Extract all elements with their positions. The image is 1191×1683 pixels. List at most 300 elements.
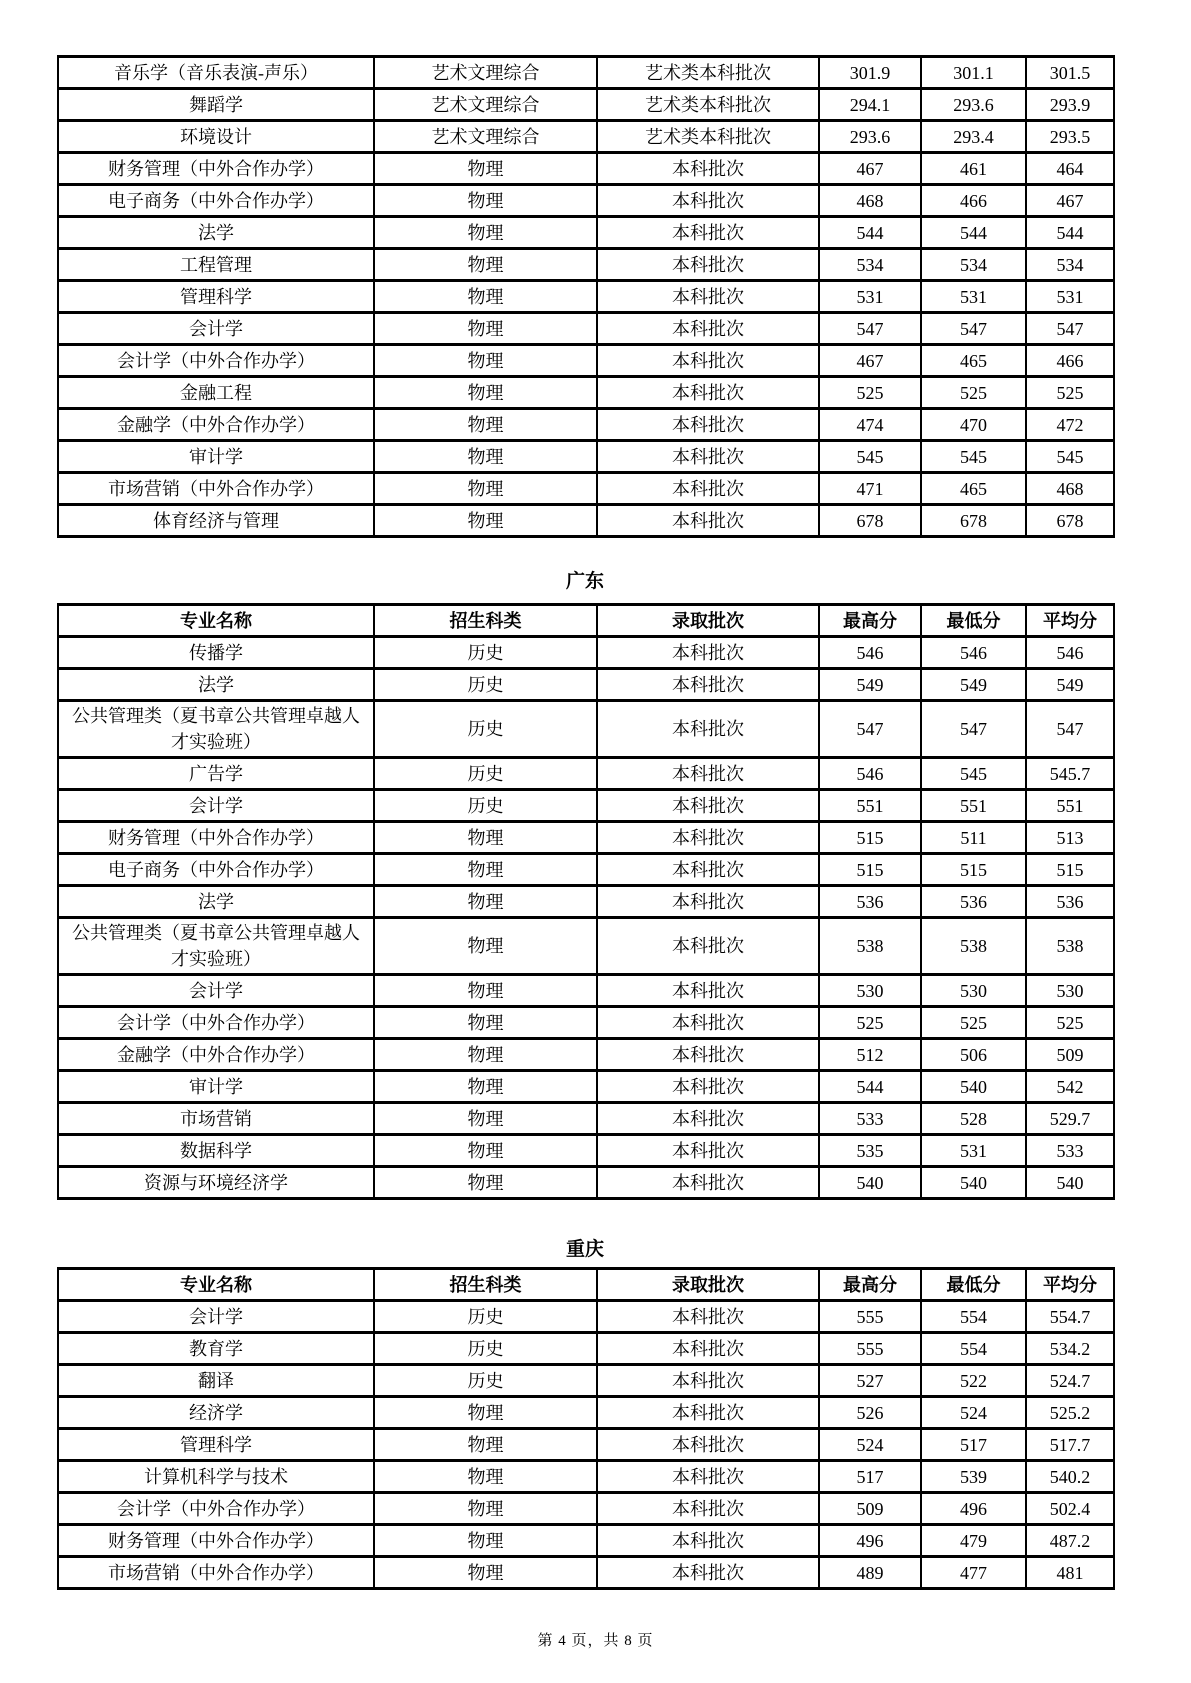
table-row	[58, 1301, 1114, 1333]
major-name: 经济学	[58, 1397, 374, 1429]
max-score: 535	[819, 1135, 921, 1167]
column-header-min-score: 最低分	[921, 1269, 1026, 1301]
admission-batch: 本科批次	[597, 918, 819, 975]
max-score: 524	[819, 1429, 921, 1461]
max-score: 489	[819, 1557, 921, 1589]
header-row	[58, 605, 1114, 637]
major-name: 金融学（中外合作办学）	[58, 1039, 374, 1071]
max-score: 546	[819, 758, 921, 790]
admission-batch: 本科批次	[597, 505, 819, 537]
major-name: 金融学（中外合作办学）	[58, 409, 374, 441]
avg-score: 293.5	[1026, 121, 1114, 153]
column-header-admission-batch: 录取批次	[597, 605, 819, 637]
page-content	[57, 55, 1113, 1590]
admission-batch: 本科批次	[597, 886, 819, 918]
table-row	[58, 790, 1114, 822]
admission-batch: 艺术类本科批次	[597, 89, 819, 121]
major-name: 会计学（中外合作办学）	[58, 1493, 374, 1525]
table-row	[58, 822, 1114, 854]
avg-score: 538	[1026, 918, 1114, 975]
major-name: 公共管理类（夏书章公共管理卓越人才实验班）	[58, 701, 374, 758]
major-name: 工程管理	[58, 249, 374, 281]
max-score: 467	[819, 345, 921, 377]
min-score: 511	[921, 822, 1026, 854]
column-header-max-score: 最高分	[819, 1269, 921, 1301]
avg-score: 531	[1026, 281, 1114, 313]
admission-batch: 艺术类本科批次	[597, 121, 819, 153]
avg-score: 542	[1026, 1071, 1114, 1103]
major-name: 公共管理类（夏书章公共管理卓越人才实验班）	[58, 918, 374, 975]
header-row	[58, 1269, 1114, 1301]
subject-category: 物理	[374, 1039, 597, 1071]
table-row	[58, 1103, 1114, 1135]
admission-batch: 本科批次	[597, 1557, 819, 1589]
table-body	[58, 605, 1114, 1199]
avg-score: 529.7	[1026, 1103, 1114, 1135]
table-row	[58, 669, 1114, 701]
avg-score: 546	[1026, 637, 1114, 669]
avg-score: 678	[1026, 505, 1114, 537]
max-score: 468	[819, 185, 921, 217]
major-name: 广告学	[58, 758, 374, 790]
major-name: 管理科学	[58, 281, 374, 313]
max-score: 509	[819, 1493, 921, 1525]
max-score: 515	[819, 854, 921, 886]
max-score: 549	[819, 669, 921, 701]
admission-batch: 本科批次	[597, 1461, 819, 1493]
major-name: 财务管理（中外合作办学）	[58, 153, 374, 185]
column-header-major-name: 专业名称	[58, 1269, 374, 1301]
major-name: 会计学（中外合作办学）	[58, 1007, 374, 1039]
table-row	[58, 1007, 1114, 1039]
avg-score: 502.4	[1026, 1493, 1114, 1525]
avg-score: 467	[1026, 185, 1114, 217]
table-row	[58, 637, 1114, 669]
subject-category: 物理	[374, 409, 597, 441]
avg-score: 534.2	[1026, 1333, 1114, 1365]
scores-table-chongqing	[57, 1267, 1115, 1590]
min-score: 549	[921, 669, 1026, 701]
avg-score: 547	[1026, 701, 1114, 758]
table-row	[58, 217, 1114, 249]
min-score: 554	[921, 1301, 1026, 1333]
table-row	[58, 313, 1114, 345]
table-body	[58, 1269, 1114, 1589]
avg-score: 545	[1026, 441, 1114, 473]
min-score: 525	[921, 377, 1026, 409]
table-row	[58, 701, 1114, 758]
min-score: 479	[921, 1525, 1026, 1557]
admission-batch: 本科批次	[597, 1493, 819, 1525]
min-score: 465	[921, 345, 1026, 377]
subject-category: 物理	[374, 313, 597, 345]
table-row	[58, 185, 1114, 217]
scores-table-continued	[57, 55, 1115, 538]
admission-batch: 艺术类本科批次	[597, 57, 819, 89]
max-score: 546	[819, 637, 921, 669]
min-score: 534	[921, 249, 1026, 281]
subject-category: 物理	[374, 217, 597, 249]
min-score: 528	[921, 1103, 1026, 1135]
subject-category: 物理	[374, 441, 597, 473]
admission-batch: 本科批次	[597, 975, 819, 1007]
admission-batch: 本科批次	[597, 822, 819, 854]
subject-category: 物理	[374, 1397, 597, 1429]
subject-category: 历史	[374, 1301, 597, 1333]
max-score: 547	[819, 701, 921, 758]
subject-category: 艺术文理综合	[374, 57, 597, 89]
min-score: 293.4	[921, 121, 1026, 153]
table-row	[58, 1461, 1114, 1493]
min-score: 301.1	[921, 57, 1026, 89]
subject-category: 历史	[374, 758, 597, 790]
major-name: 会计学	[58, 790, 374, 822]
subject-category: 艺术文理综合	[374, 89, 597, 121]
min-score: 539	[921, 1461, 1026, 1493]
major-name: 审计学	[58, 1071, 374, 1103]
major-name: 会计学（中外合作办学）	[58, 345, 374, 377]
avg-score: 487.2	[1026, 1525, 1114, 1557]
avg-score: 540	[1026, 1167, 1114, 1199]
table-row	[58, 505, 1114, 537]
max-score: 526	[819, 1397, 921, 1429]
subject-category: 物理	[374, 505, 597, 537]
major-name: 审计学	[58, 441, 374, 473]
avg-score: 544	[1026, 217, 1114, 249]
avg-score: 554.7	[1026, 1301, 1114, 1333]
major-name: 管理科学	[58, 1429, 374, 1461]
subject-category: 物理	[374, 1525, 597, 1557]
admission-batch: 本科批次	[597, 377, 819, 409]
subject-category: 物理	[374, 1429, 597, 1461]
min-score: 538	[921, 918, 1026, 975]
avg-score: 468	[1026, 473, 1114, 505]
admission-batch: 本科批次	[597, 701, 819, 758]
max-score: 293.6	[819, 121, 921, 153]
table-row	[58, 1365, 1114, 1397]
avg-score: 545.7	[1026, 758, 1114, 790]
admission-batch: 本科批次	[597, 758, 819, 790]
table-row	[58, 1557, 1114, 1589]
subject-category: 物理	[374, 1493, 597, 1525]
table-row	[58, 121, 1114, 153]
avg-score: 551	[1026, 790, 1114, 822]
table-row	[58, 409, 1114, 441]
table-row	[58, 1493, 1114, 1525]
major-name: 金融工程	[58, 377, 374, 409]
max-score: 294.1	[819, 89, 921, 121]
avg-score: 524.7	[1026, 1365, 1114, 1397]
min-score: 515	[921, 854, 1026, 886]
subject-category: 物理	[374, 281, 597, 313]
table-row	[58, 1333, 1114, 1365]
major-name: 体育经济与管理	[58, 505, 374, 537]
admission-batch: 本科批次	[597, 313, 819, 345]
table-row	[58, 854, 1114, 886]
table-row	[58, 441, 1114, 473]
admission-batch: 本科批次	[597, 153, 819, 185]
table-row	[58, 473, 1114, 505]
subject-category: 物理	[374, 1167, 597, 1199]
major-name: 法学	[58, 886, 374, 918]
admission-batch: 本科批次	[597, 1525, 819, 1557]
major-name: 会计学	[58, 975, 374, 1007]
avg-score: 509	[1026, 1039, 1114, 1071]
table-row	[58, 57, 1114, 89]
major-name: 传播学	[58, 637, 374, 669]
subject-category: 物理	[374, 1071, 597, 1103]
major-name: 音乐学（音乐表演-声乐）	[58, 57, 374, 89]
max-score: 555	[819, 1333, 921, 1365]
min-score: 551	[921, 790, 1026, 822]
table-row	[58, 377, 1114, 409]
major-name: 法学	[58, 669, 374, 701]
admission-batch: 本科批次	[597, 1167, 819, 1199]
admission-batch: 本科批次	[597, 409, 819, 441]
admission-batch: 本科批次	[597, 1397, 819, 1429]
table-row	[58, 758, 1114, 790]
avg-score: 525.2	[1026, 1397, 1114, 1429]
major-name: 数据科学	[58, 1135, 374, 1167]
major-name: 环境设计	[58, 121, 374, 153]
subject-category: 物理	[374, 886, 597, 918]
avg-score: 549	[1026, 669, 1114, 701]
max-score: 471	[819, 473, 921, 505]
avg-score: 533	[1026, 1135, 1114, 1167]
subject-category: 物理	[374, 822, 597, 854]
min-score: 522	[921, 1365, 1026, 1397]
max-score: 531	[819, 281, 921, 313]
min-score: 544	[921, 217, 1026, 249]
min-score: 531	[921, 281, 1026, 313]
subject-category: 物理	[374, 854, 597, 886]
max-score: 538	[819, 918, 921, 975]
avg-score: 481	[1026, 1557, 1114, 1589]
admission-batch: 本科批次	[597, 249, 819, 281]
avg-score: 547	[1026, 313, 1114, 345]
subject-category: 物理	[374, 975, 597, 1007]
column-header-max-score: 最高分	[819, 605, 921, 637]
major-name: 资源与环境经济学	[58, 1167, 374, 1199]
subject-category: 历史	[374, 701, 597, 758]
major-name: 计算机科学与技术	[58, 1461, 374, 1493]
max-score: 544	[819, 1071, 921, 1103]
scores-table-guangdong	[57, 603, 1115, 1200]
min-score: 540	[921, 1167, 1026, 1199]
max-score: 515	[819, 822, 921, 854]
major-name: 法学	[58, 217, 374, 249]
subject-category: 历史	[374, 637, 597, 669]
subject-category: 物理	[374, 345, 597, 377]
avg-score: 466	[1026, 345, 1114, 377]
max-score: 301.9	[819, 57, 921, 89]
avg-score: 293.9	[1026, 89, 1114, 121]
subject-category: 物理	[374, 1135, 597, 1167]
table-row	[58, 1039, 1114, 1071]
max-score: 551	[819, 790, 921, 822]
avg-score: 515	[1026, 854, 1114, 886]
avg-score: 472	[1026, 409, 1114, 441]
min-score: 293.6	[921, 89, 1026, 121]
table-row	[58, 1429, 1114, 1461]
column-header-avg-score: 平均分	[1026, 605, 1114, 637]
subject-category: 历史	[374, 669, 597, 701]
major-name: 市场营销（中外合作办学）	[58, 473, 374, 505]
admission-batch: 本科批次	[597, 1071, 819, 1103]
column-header-subject-category: 招生科类	[374, 605, 597, 637]
major-name: 电子商务（中外合作办学）	[58, 854, 374, 886]
column-header-admission-batch: 录取批次	[597, 1269, 819, 1301]
avg-score: 464	[1026, 153, 1114, 185]
major-name: 会计学	[58, 1301, 374, 1333]
table-row	[58, 153, 1114, 185]
major-name: 市场营销（中外合作办学）	[58, 1557, 374, 1589]
min-score: 531	[921, 1135, 1026, 1167]
min-score: 496	[921, 1493, 1026, 1525]
min-score: 547	[921, 313, 1026, 345]
table-row	[58, 1525, 1114, 1557]
min-score: 506	[921, 1039, 1026, 1071]
subject-category: 物理	[374, 153, 597, 185]
column-header-min-score: 最低分	[921, 605, 1026, 637]
admission-batch: 本科批次	[597, 854, 819, 886]
page-number-footer: 第 4 页，共 8 页	[537, 1633, 654, 1649]
admission-batch: 本科批次	[597, 790, 819, 822]
subject-category: 历史	[374, 1365, 597, 1397]
admission-batch: 本科批次	[597, 1429, 819, 1461]
max-score: 467	[819, 153, 921, 185]
max-score: 555	[819, 1301, 921, 1333]
max-score: 534	[819, 249, 921, 281]
admission-batch: 本科批次	[597, 1039, 819, 1071]
max-score: 547	[819, 313, 921, 345]
major-name: 电子商务（中外合作办学）	[58, 185, 374, 217]
max-score: 540	[819, 1167, 921, 1199]
min-score: 466	[921, 185, 1026, 217]
admission-batch: 本科批次	[597, 1301, 819, 1333]
table-row	[58, 1135, 1114, 1167]
max-score: 527	[819, 1365, 921, 1397]
min-score: 461	[921, 153, 1026, 185]
admission-batch: 本科批次	[597, 1103, 819, 1135]
table-row	[58, 1071, 1114, 1103]
avg-score: 301.5	[1026, 57, 1114, 89]
table-row	[58, 1167, 1114, 1199]
admission-batch: 本科批次	[597, 185, 819, 217]
max-score: 474	[819, 409, 921, 441]
min-score: 465	[921, 473, 1026, 505]
subject-category: 物理	[374, 1007, 597, 1039]
subject-category: 历史	[374, 1333, 597, 1365]
admission-batch: 本科批次	[597, 1135, 819, 1167]
max-score: 533	[819, 1103, 921, 1135]
max-score: 517	[819, 1461, 921, 1493]
subject-category: 物理	[374, 1557, 597, 1589]
min-score: 540	[921, 1071, 1026, 1103]
subject-category: 物理	[374, 918, 597, 975]
section-title-chongqing: 重庆	[565, 1239, 604, 1260]
max-score: 536	[819, 886, 921, 918]
max-score: 512	[819, 1039, 921, 1071]
table-row	[58, 345, 1114, 377]
subject-category: 历史	[374, 790, 597, 822]
table-row	[58, 918, 1114, 975]
min-score: 546	[921, 637, 1026, 669]
admission-batch: 本科批次	[597, 1365, 819, 1397]
admission-batch: 本科批次	[597, 1007, 819, 1039]
min-score: 545	[921, 441, 1026, 473]
min-score: 678	[921, 505, 1026, 537]
admission-batch: 本科批次	[597, 669, 819, 701]
avg-score: 513	[1026, 822, 1114, 854]
admission-batch: 本科批次	[597, 281, 819, 313]
subject-category: 物理	[374, 377, 597, 409]
subject-category: 物理	[374, 473, 597, 505]
avg-score: 540.2	[1026, 1461, 1114, 1493]
subject-category: 艺术文理综合	[374, 121, 597, 153]
column-header-subject-category: 招生科类	[374, 1269, 597, 1301]
min-score: 524	[921, 1397, 1026, 1429]
avg-score: 534	[1026, 249, 1114, 281]
major-name: 财务管理（中外合作办学）	[58, 1525, 374, 1557]
table-row	[58, 975, 1114, 1007]
max-score: 525	[819, 377, 921, 409]
avg-score: 536	[1026, 886, 1114, 918]
max-score: 678	[819, 505, 921, 537]
max-score: 544	[819, 217, 921, 249]
table-row	[58, 1397, 1114, 1429]
column-header-major-name: 专业名称	[58, 605, 374, 637]
max-score: 496	[819, 1525, 921, 1557]
major-name: 教育学	[58, 1333, 374, 1365]
admission-batch: 本科批次	[597, 1333, 819, 1365]
avg-score: 517.7	[1026, 1429, 1114, 1461]
subject-category: 物理	[374, 1103, 597, 1135]
avg-score: 525	[1026, 377, 1114, 409]
min-score: 530	[921, 975, 1026, 1007]
admission-batch: 本科批次	[597, 345, 819, 377]
table-row	[58, 886, 1114, 918]
admission-batch: 本科批次	[597, 637, 819, 669]
table-body	[58, 57, 1114, 537]
min-score: 554	[921, 1333, 1026, 1365]
admission-batch: 本科批次	[597, 473, 819, 505]
min-score: 545	[921, 758, 1026, 790]
min-score: 525	[921, 1007, 1026, 1039]
major-name: 财务管理（中外合作办学）	[58, 822, 374, 854]
major-name: 舞蹈学	[58, 89, 374, 121]
avg-score: 525	[1026, 1007, 1114, 1039]
min-score: 536	[921, 886, 1026, 918]
subject-category: 物理	[374, 185, 597, 217]
max-score: 545	[819, 441, 921, 473]
min-score: 477	[921, 1557, 1026, 1589]
subject-category: 物理	[374, 1461, 597, 1493]
avg-score: 530	[1026, 975, 1114, 1007]
table-row	[58, 89, 1114, 121]
section-title-guangdong: 广东	[565, 571, 604, 592]
table-row	[58, 281, 1114, 313]
min-score: 547	[921, 701, 1026, 758]
max-score: 530	[819, 975, 921, 1007]
min-score: 517	[921, 1429, 1026, 1461]
column-header-avg-score: 平均分	[1026, 1269, 1114, 1301]
major-name: 会计学	[58, 313, 374, 345]
subject-category: 物理	[374, 249, 597, 281]
min-score: 470	[921, 409, 1026, 441]
max-score: 525	[819, 1007, 921, 1039]
admission-batch: 本科批次	[597, 217, 819, 249]
